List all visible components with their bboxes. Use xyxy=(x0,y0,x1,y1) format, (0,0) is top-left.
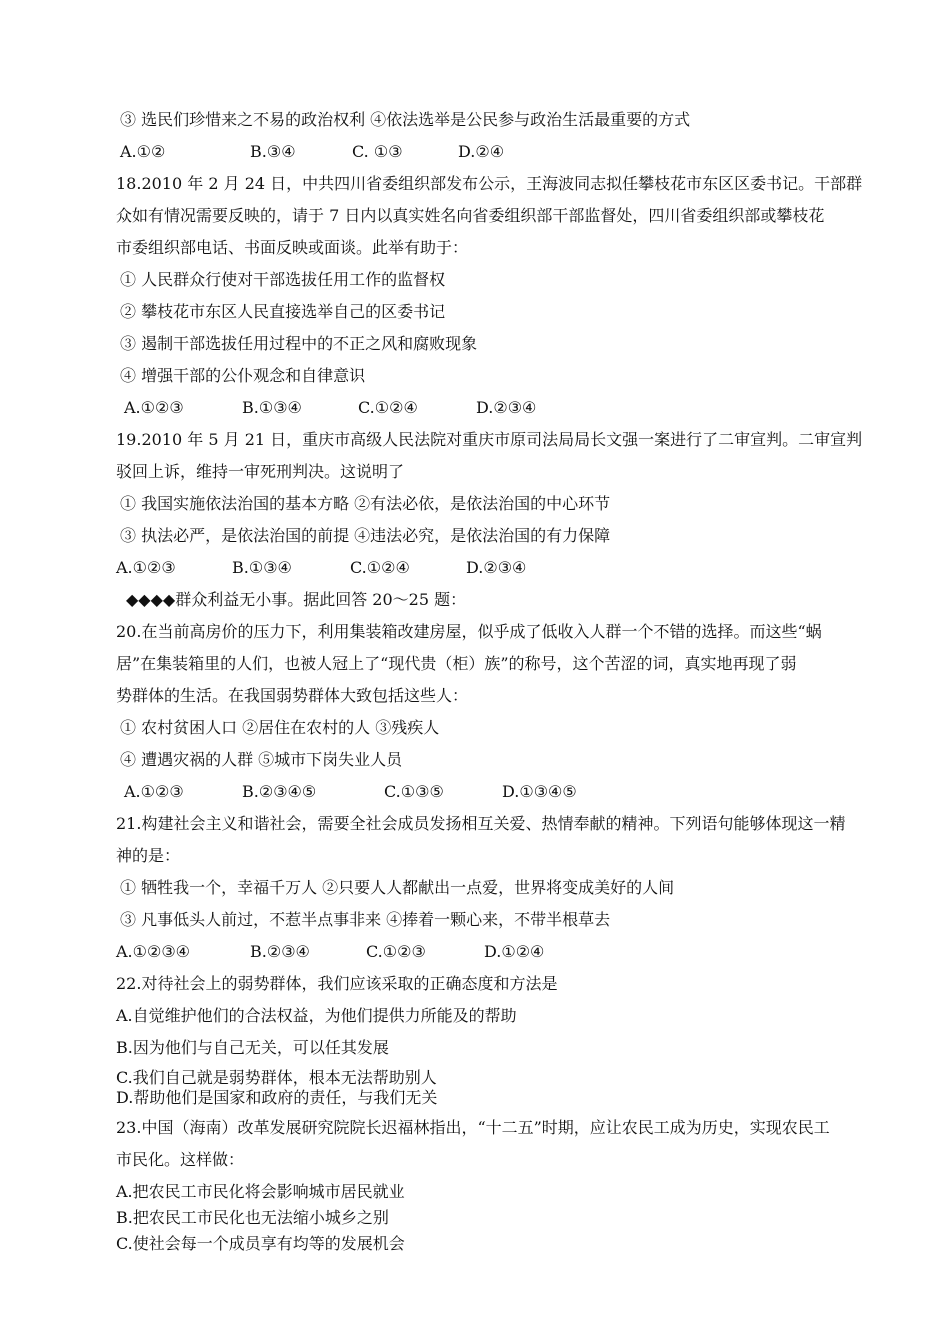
q19-item-1: ① 我国实施依法治国的基本方略 ②有法必依，是依法治国的中心环节 xyxy=(120,494,611,513)
q20-stem-line2: 居”在集装箱里的人们，也被人冠上了“现代贵（柜）族”的称号，这个苦涩的词，真实地再现了弱 xyxy=(116,654,797,673)
option-c: C.①②④ xyxy=(358,398,418,417)
option-b: B.①③④ xyxy=(242,398,302,417)
option-d: D.①③④⑤ xyxy=(502,782,577,801)
option-b: B.②③④⑤ xyxy=(242,782,317,801)
q22-choice-d: D.帮助他们是国家和政府的责任，与我们无关 xyxy=(116,1088,438,1107)
section-note: ◆◆◆◆群众利益无小事。据此回答 20～25 题： xyxy=(126,590,467,609)
option-c: C.①③⑤ xyxy=(384,782,444,801)
option-d: D.②③④ xyxy=(476,398,537,417)
option-c: C. ①③ xyxy=(352,142,403,161)
q19-item-2: ③ 执法必严，是依法治国的前提 ④违法必究，是依法治国的有力保障 xyxy=(120,526,611,545)
q20-stem-line3: 势群体的生活。在我国弱势群体大致包括这些人： xyxy=(116,686,469,705)
q22-choice-b: B.因为他们与自己无关，可以任其发展 xyxy=(116,1038,389,1057)
q21-item-2: ③ 凡事低头人前过，不惹半点事非来 ④捧着一颗心来，不带半根草去 xyxy=(120,910,611,929)
option-c: C.①②④ xyxy=(350,558,410,577)
q18-item-4: ④ 增强干部的公仆观念和自律意识 xyxy=(120,366,366,385)
q23-choice-c: C.使社会每一个成员享有均等的发展机会 xyxy=(116,1234,405,1253)
q20-stem-line1: 20.在当前高房价的压力下，利用集装箱改建房屋，似乎成了低收入人群一个不错的选择。而这些“蜗 xyxy=(116,622,822,641)
option-b: B.②③④ xyxy=(250,942,310,961)
option-b: B.③④ xyxy=(250,142,296,161)
q22-stem-line1: 22.对待社会上的弱势群体，我们应该采取的正确态度和方法是 xyxy=(116,974,558,993)
option-a: A.①②③ xyxy=(124,782,184,801)
q18-stem-line2: 众如有情况需要反映的，请于 7 日内以真实姓名向省委组织部干部监督处，四川省委组织部或攀枝花 xyxy=(116,206,825,225)
q23-stem-line1: 23.中国（海南）改革发展研究院院长迟福林指出，“十二五”时期，应让农民工成为历史，实现农民工 xyxy=(116,1118,830,1137)
option-c: C.①②③ xyxy=(366,942,426,961)
q20-item-2: ④ 遭遇灾祸的人群 ⑤城市下岗失业人员 xyxy=(120,750,403,769)
option-a: A.①②③ xyxy=(124,398,184,417)
option-d: D.①②④ xyxy=(484,942,545,961)
q23-stem-line2: 市民化。这样做： xyxy=(116,1150,245,1169)
q18-stem-line1: 18.2010 年 2 月 24 日，中共四川省委组织部发布公示，王海波同志拟任攀枝花市东区区委书记。干部群 xyxy=(116,174,863,193)
q23-choice-b: B.把农民工市民化也无法缩小城乡之别 xyxy=(116,1208,389,1227)
intro-item-line: ③ 选民们珍惜来之不易的政治权利 ④依法选举是公民参与政治生活最重要的方式 xyxy=(120,110,691,129)
option-a: A.①②③ xyxy=(116,558,176,577)
option-a: A.①② xyxy=(120,142,166,161)
q21-item-1: ① 牺牲我一个，幸福千万人 ②只要人人都献出一点爱，世界将变成美好的人间 xyxy=(120,878,675,897)
q18-stem-line3: 市委组织部电话、书面反映或面谈。此举有助于： xyxy=(116,238,469,257)
option-d: D.②④ xyxy=(458,142,505,161)
option-d: D.②③④ xyxy=(466,558,527,577)
q23-choice-a: A.把农民工市民化将会影响城市居民就业 xyxy=(116,1182,405,1201)
q18-item-3: ③ 遏制干部选拔任用过程中的不正之风和腐败现象 xyxy=(120,334,478,353)
q18-item-2: ② 攀枝花市东区人民直接选举自己的区委书记 xyxy=(120,302,446,321)
q21-stem-line1: 21.构建社会主义和谐社会，需要全社会成员发扬相互关爱、热情奉献的精神。下列语句能够体现这一精 xyxy=(116,814,846,833)
option-b: B.①③④ xyxy=(232,558,292,577)
q22-choice-a: A.自觉维护他们的合法权益，为他们提供力所能及的帮助 xyxy=(116,1006,517,1025)
q19-stem-line1: 19.2010 年 5 月 21 日，重庆市高级人民法院对重庆市原司法局局长文强一案进行了二审宣判。二审宣判 xyxy=(116,430,863,449)
option-a: A.①②③④ xyxy=(116,942,191,961)
q20-item-1: ① 农村贫困人口 ②居住在农村的人 ③残疾人 xyxy=(120,718,440,737)
q18-item-1: ① 人民群众行使对干部选拔任用工作的监督权 xyxy=(120,270,446,289)
q19-stem-line2: 驳回上诉，维持一审死刑判决。这说明了 xyxy=(116,462,405,481)
q21-stem-line2: 神的是： xyxy=(116,846,181,865)
q22-choice-c: C.我们自己就是弱势群体，根本无法帮助别人 xyxy=(116,1068,437,1087)
